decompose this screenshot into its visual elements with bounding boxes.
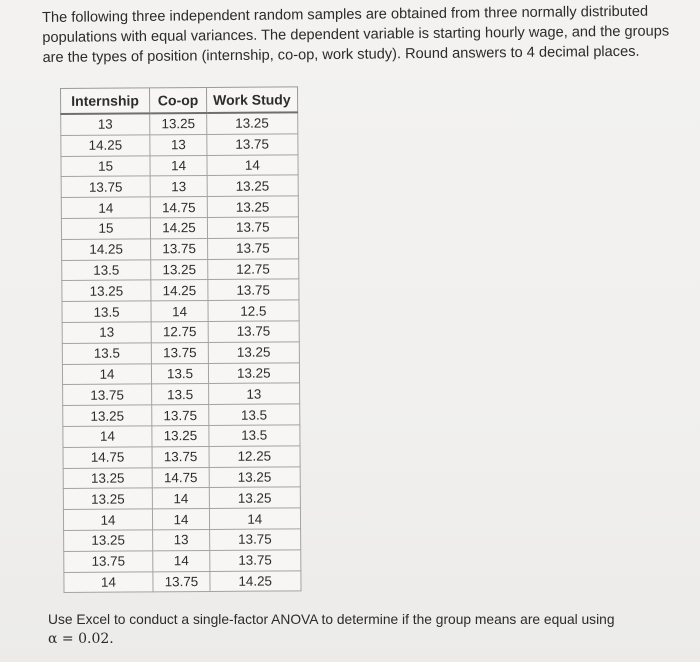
table-row <box>61 175 298 197</box>
cell-internship: 13.25 <box>63 467 152 488</box>
cell-internship: 13.25 <box>64 530 153 551</box>
cell-internship: 14.25 <box>61 135 150 156</box>
table-row <box>62 279 299 301</box>
table-row <box>61 154 298 176</box>
cell-work-study: 12.75 <box>208 258 299 279</box>
instruction-text <box>48 610 668 649</box>
problem-statement: The following three independent random samples are obtained from three normally distributed populations with equal variances. The dependent variable is starting hourly wage, and the groups are the types of position (internship, co-op, work study). Round answers to 4 decimal places. <box>42 3 670 66</box>
header-internship: Internship <box>61 88 150 114</box>
cell-internship: 13 <box>62 322 151 343</box>
cell-internship: 13.5 <box>62 343 151 364</box>
cell-work-study: 13.75 <box>207 134 298 155</box>
cell-internship: 13.25 <box>63 488 152 509</box>
data-table <box>60 86 301 593</box>
cell-internship: 14.75 <box>63 447 152 468</box>
cell-internship: 14 <box>61 197 150 218</box>
cell-work-study: 14.25 <box>210 570 301 591</box>
cell-work-study: 13.25 <box>208 362 299 383</box>
cell-coop: 14 <box>153 550 210 571</box>
cell-work-study: 13.25 <box>209 487 300 508</box>
table-row <box>64 550 301 572</box>
table-row <box>61 134 298 156</box>
table-row <box>63 508 300 530</box>
cell-work-study: 13.25 <box>207 175 298 196</box>
alpha-symbol: α <box>48 631 58 647</box>
alpha-equals: = <box>61 631 74 647</box>
cell-internship: 13.25 <box>62 280 151 301</box>
cell-work-study: 14 <box>209 508 300 529</box>
cell-coop: 13.5 <box>152 384 209 405</box>
cell-work-study: 13.75 <box>208 238 299 259</box>
cell-coop: 13.75 <box>152 446 209 467</box>
cell-coop: 14.25 <box>151 280 208 301</box>
cell-coop: 14.25 <box>150 217 207 238</box>
table-body <box>61 112 301 592</box>
table-row <box>63 446 300 468</box>
table-row <box>64 570 301 592</box>
table-row <box>62 300 299 322</box>
cell-internship: 14 <box>64 571 153 592</box>
table-row <box>62 321 299 343</box>
cell-work-study: 13.25 <box>209 466 300 487</box>
header-coop: Co-op <box>150 87 207 113</box>
table-row <box>63 383 300 405</box>
cell-internship: 14.25 <box>62 239 151 260</box>
table-row <box>64 529 301 551</box>
cell-coop: 14.75 <box>152 467 209 488</box>
cell-coop: 13 <box>150 176 207 197</box>
cell-internship: 13.75 <box>64 551 153 572</box>
table-row <box>61 217 298 239</box>
cell-work-study: 13.75 <box>207 217 298 238</box>
cell-work-study: 13.25 <box>207 196 298 217</box>
cell-coop: 13.75 <box>151 342 208 363</box>
cell-coop: 12.75 <box>151 321 208 342</box>
cell-internship: 13.5 <box>62 301 151 322</box>
cell-internship: 15 <box>61 155 150 176</box>
cell-work-study: 12.5 <box>208 300 299 321</box>
cell-internship: 13.75 <box>63 384 152 405</box>
cell-coop: 14 <box>150 155 207 176</box>
cell-internship: 13.5 <box>62 259 151 280</box>
cell-work-study: 13.75 <box>208 279 299 300</box>
cell-internship: 14 <box>62 363 151 384</box>
table-row <box>62 238 299 260</box>
cell-coop: 14 <box>152 509 209 530</box>
instruction-sentence: Use Excel to conduct a single-factor ANOVA to determine if the group means are equal using <box>48 612 615 627</box>
cell-work-study: 13.5 <box>209 425 300 446</box>
table-row <box>63 425 300 447</box>
table-row <box>62 258 299 280</box>
cell-work-study: 13.25 <box>207 112 298 134</box>
cell-internship: 13 <box>61 113 150 135</box>
table-header-row <box>61 87 298 114</box>
cell-internship: 13.75 <box>61 176 150 197</box>
table-row <box>63 487 300 509</box>
cell-work-study: 13 <box>209 383 300 404</box>
table-row <box>63 404 300 426</box>
table-row <box>63 466 300 488</box>
cell-internship: 14 <box>63 426 152 447</box>
cell-coop: 13.75 <box>151 238 208 259</box>
header-work-study: Work Study <box>206 87 297 113</box>
cell-work-study: 14 <box>207 154 298 175</box>
cell-coop: 14 <box>151 301 208 322</box>
cell-coop: 13.75 <box>153 571 210 592</box>
alpha-value: 0.02. <box>78 631 114 647</box>
cell-work-study: 12.25 <box>209 446 300 467</box>
cell-coop: 13.25 <box>152 425 209 446</box>
data-table-container <box>60 86 301 593</box>
alpha-expression <box>48 631 114 647</box>
cell-coop: 13 <box>150 134 207 155</box>
table-row <box>61 196 298 218</box>
cell-work-study: 13.75 <box>210 529 301 550</box>
table-row <box>62 362 299 384</box>
cell-internship: 13.25 <box>63 405 152 426</box>
table-row <box>62 342 299 364</box>
table-row <box>61 112 298 135</box>
cell-coop: 13.75 <box>152 405 209 426</box>
cell-coop: 13.25 <box>150 113 207 135</box>
cell-coop: 14 <box>152 488 209 509</box>
cell-coop: 14.75 <box>150 197 207 218</box>
cell-work-study: 13.25 <box>208 342 299 363</box>
cell-work-study: 13.75 <box>208 321 299 342</box>
cell-internship: 14 <box>63 509 152 530</box>
cell-coop: 13.5 <box>151 363 208 384</box>
cell-work-study: 13.5 <box>209 404 300 425</box>
cell-coop: 13.25 <box>151 259 208 280</box>
cell-coop: 13 <box>153 529 210 550</box>
cell-internship: 15 <box>61 218 150 239</box>
cell-work-study: 13.75 <box>210 550 301 571</box>
